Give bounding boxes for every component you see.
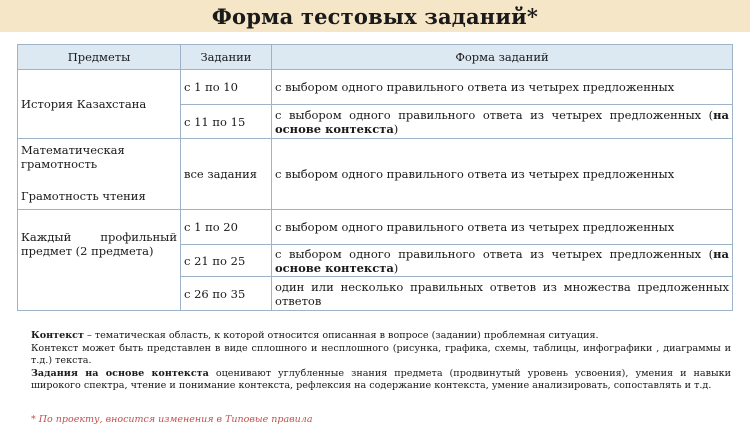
form-cell: с выбором одного правильного ответа из четырех предложенных <box>272 139 733 210</box>
subject-history: История Казахстана <box>18 70 181 139</box>
form-cell: один или несколько правильных ответов из множества предложенных ответов <box>272 277 733 311</box>
subject-profile <box>18 210 181 311</box>
note-context <box>31 330 731 343</box>
form-cell: с выбором одного правильного ответа из четырех предложенных <box>272 70 733 105</box>
title-bar <box>0 0 750 32</box>
form-text-bold: на основе контекста <box>275 107 729 136</box>
subject-math-line2: грамотность <box>21 157 98 171</box>
subject-math-line1: Математическая <box>21 143 125 157</box>
notes-block <box>31 330 731 393</box>
table-row <box>18 70 733 105</box>
header-tasks: Задании <box>181 45 272 70</box>
range-cell: с 26 по 35 <box>181 277 272 311</box>
form-text: с выбором одного правильного ответа из четырех предложенных ( <box>275 107 714 122</box>
range-cell: с 21 по 25 <box>181 245 272 277</box>
form-text: с выбором одного правильного ответа из четырех предложенных ( <box>275 246 714 261</box>
header-task-form: Форма заданий <box>272 45 733 70</box>
form-text: ) <box>393 121 399 136</box>
table-header-row <box>18 45 733 70</box>
header-subjects: Предметы <box>18 45 181 70</box>
subject-math-reading <box>18 139 181 210</box>
note-context-line2: Контекст может быть представлен в виде сплошного и несплошного (рисунка, графика, схемы, таблицы, инфографики , диаграммы и т.д.) текста. <box>31 342 731 366</box>
test-forms-table <box>17 44 733 311</box>
range-cell: с 11 по 15 <box>181 105 272 139</box>
note-tasks-def: оценивают углубленные знания предмета (продвинутый уровень усвоения), умения и навыки широкого спектра, чтение и понимание контекста, рефлексия на содержание контекста, умение анализировать, сопоставлять и т.д. <box>31 367 731 391</box>
subject-profile-line2: предмет (2 предмета) <box>21 244 154 258</box>
range-cell: все задания <box>181 139 272 210</box>
subject-reading: Грамотность чтения <box>21 189 146 203</box>
table-row <box>18 139 733 210</box>
form-text-bold: на основе контекста <box>275 246 729 275</box>
form-text: ) <box>393 260 399 275</box>
note-context-term: Контекст <box>31 330 84 341</box>
footnote: * По проекту, вносится изменения в Типовые правила <box>31 414 313 425</box>
note-context-def: – тематическая область, к которой относится описанная в вопросе (задании) проблемная ситуация. <box>83 330 599 341</box>
range-cell: с 1 по 20 <box>181 210 272 245</box>
note-tasks <box>31 368 731 393</box>
table-row <box>18 210 733 245</box>
subject-profile-line1: Каждый профильный <box>21 230 177 244</box>
form-cell-context <box>272 105 733 139</box>
form-cell-context <box>272 245 733 277</box>
form-cell: с выбором одного правильного ответа из четырех предложенных <box>272 210 733 245</box>
range-cell: с 1 по 10 <box>181 70 272 105</box>
page-title: Форма тестовых заданий* <box>211 3 539 29</box>
note-tasks-term: Задания на основе контекста <box>31 367 209 379</box>
